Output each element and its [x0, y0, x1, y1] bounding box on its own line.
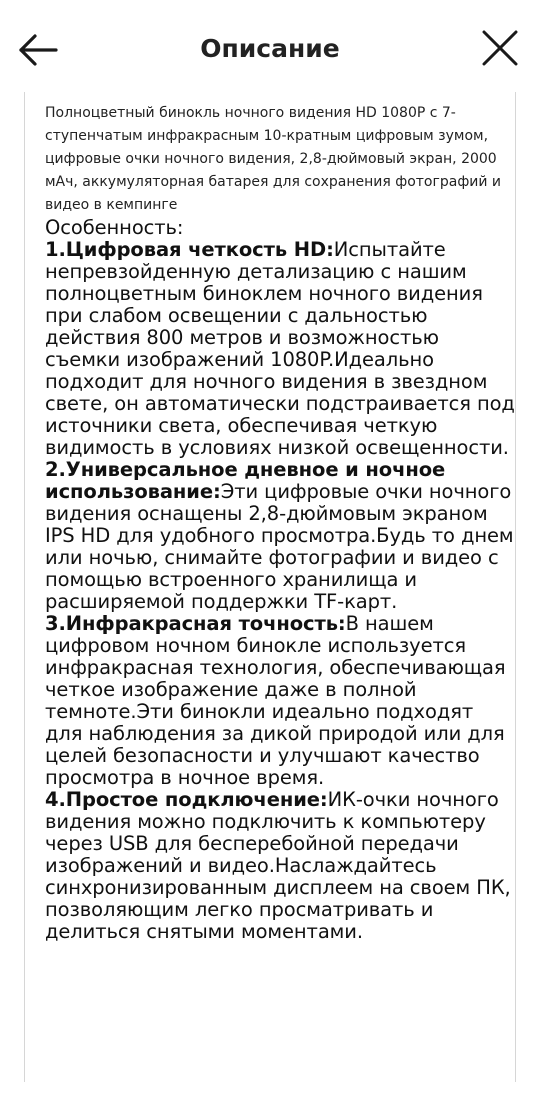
feature-text: В нашем цифровом ночном бинокле используется инфракрасная технология, обеспечивающая четкое изображение даже в полной темноте.Эти бинокли идеально подходят для наблюдения за дикой природой или для целей безопасности и улучшают качество просмотра в ночное время.	[45, 612, 506, 789]
feature-title: 2.Универсальное дневное и ночное использование:	[45, 458, 446, 503]
product-intro: Полноцветный бинокль ночного видения HD 1080P с 7-ступенчатым инфракрасным 10-кратным цифровым зумом, цифровые очки ночного видения, 2,8-дюймовый экран, 2000 мАч, аккумуляторная батарея для сохранения фотографий и видео в кемпинге	[45, 105, 502, 213]
feature-item	[45, 459, 515, 613]
feature-title: 4.Простое подключение:	[45, 788, 328, 811]
feature-text: ИК-очки ночного видения можно подключить к компьютеру через USB для бесперебойной передачи изображений и видео.Наслаждайтесь синхронизированным дисплеем на своем ПК, позволяющим легко просматривать и делиться снятыми моментами.	[45, 788, 511, 943]
close-x-icon	[480, 28, 520, 68]
description-content	[24, 92, 516, 1082]
features-block	[45, 217, 515, 943]
close-button[interactable]	[480, 28, 520, 68]
feature-item	[45, 613, 515, 789]
feature-title: 3.Инфракрасная точность:	[45, 612, 346, 635]
features-heading: Особенность:	[45, 216, 184, 239]
feature-item	[45, 239, 515, 459]
page-title: Описание	[200, 34, 340, 63]
feature-item	[45, 789, 515, 943]
feature-title: 1.Цифровая четкость HD:	[45, 238, 334, 261]
top-bar	[0, 0, 540, 92]
feature-text: Эти цифровые очки ночного видения оснащены 2,8-дюймовым экраном IPS HD для удобного просмотра.Будь то днем или ночью, снимайте фотографии и видео с помощью встроенного хранилища и расширяемой поддержки TF-карт.	[45, 480, 514, 613]
feature-text: Испытайте непревзойденную детализацию с нашим полноцветным биноклем ночного видения при слабом освещении с дальностью действия 800 метров и возможностью съемки изображений 1080P.Идеально подходит для ночного видения в звездном свете, он автоматически подстраивается под источники света, обеспечивая четкую видимость в условиях низкой освещенности.	[45, 238, 515, 459]
